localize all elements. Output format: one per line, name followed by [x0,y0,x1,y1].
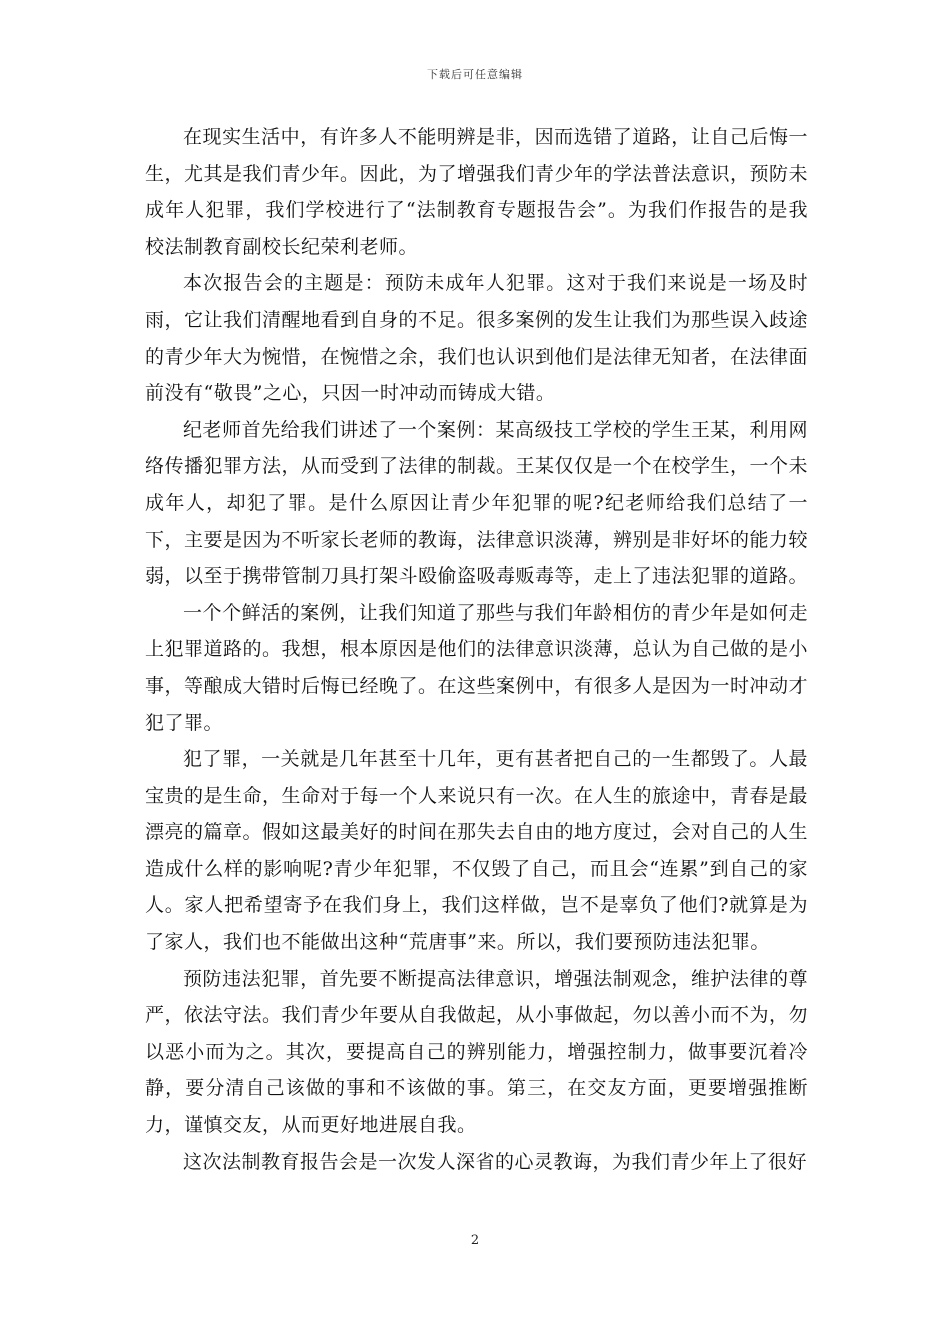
page-number: 2 [470,1233,480,1248]
document-body [145,119,808,1180]
paragraph-4: 一个个鲜活的案例，让我们知道了那些与我们年龄相仿的青少年是如何走上犯罪道路的。我想，根本原因是他们的法律意识淡薄，总认为自己做的是小事，等酿成大错时后悔已经晚了。在这些案例中，有很多人是因为一时冲动才犯了罪。 [145,601,809,734]
page-header: 下载后可任意编辑 [427,68,523,81]
paragraph-5: 犯了罪，一关就是几年甚至十几年，更有甚者把自己的一生都毁了。人最宝贵的是生命，生命对于每一个人来说只有一次。在人生的旅途中，青春是最漂亮的篇章。假如这最美好的时间在那失去自由的地方度过，会对自己的人生造成什么样的影响呢?青少年犯罪，不仅毁了自己，而且会“连累”到自己的家人。家人把希望寄予在我们身上，我们这样做，岂不是辜负了他们?就算是为了家人，我们也不能做出这种“荒唐事”来。所以，我们要预防违法犯罪。 [145,748,809,954]
paragraph-3: 纪老师首先给我们讲述了一个案例：某高级技工学校的学生王某，利用网络传播犯罪方法，从而受到了法律的制裁。王某仅仅是一个在校学生，一个未成年人，却犯了罪。是什么原因让青少年犯罪的呢?纪老师给我们总结了一下，主要是因为不听家长老师的教诲，法律意识淡薄，辨别是非好坏的能力较弱，以至于携带管制刀具打架斗殴偷盗吸毒贩毒等，走上了违法犯罪的道路。 [145,418,809,588]
paragraph-6: 预防违法犯罪，首先要不断提高法律意识，增强法制观念，维护法律的尊严，依法守法。我们青少年要从自我做起，从小事做起，勿以善小而不为，勿以恶小而为之。其次，要提高自己的辨别能力，增强控制力，做事要沉着冷静，要分清自己该做的事和不该做的事。第三，在交友方面，更要增强推断力，谨慎交友，从而更好地进展自我。 [145,967,809,1137]
paragraph-1: 在现实生活中，有许多人不能明辨是非，因而选错了道路，让自己后悔一生，尤其是我们青少年。因此，为了增强我们青少年的学法普法意识，预防未成年人犯罪，我们学校进行了“法制教育专题报告会”。为我们作报告的是我校法制教育副校长纪荣利老师。 [145,126,809,258]
paragraph-7: 这次法制教育报告会是一次发人深省的心灵教诲，为我们青少年上了很好 [183,1150,808,1173]
paragraph-2: 本次报告会的主题是：预防未成年人犯罪。这对于我们来说是一场及时雨，它让我们清醒地看到自身的不足。很多案例的发生让我们为那些误入歧途的青少年大为惋惜，在惋惜之余，我们也认识到他们是法律无知者，在法律面前没有“敬畏”之心，只因一时冲动而铸成大错。 [145,272,809,405]
